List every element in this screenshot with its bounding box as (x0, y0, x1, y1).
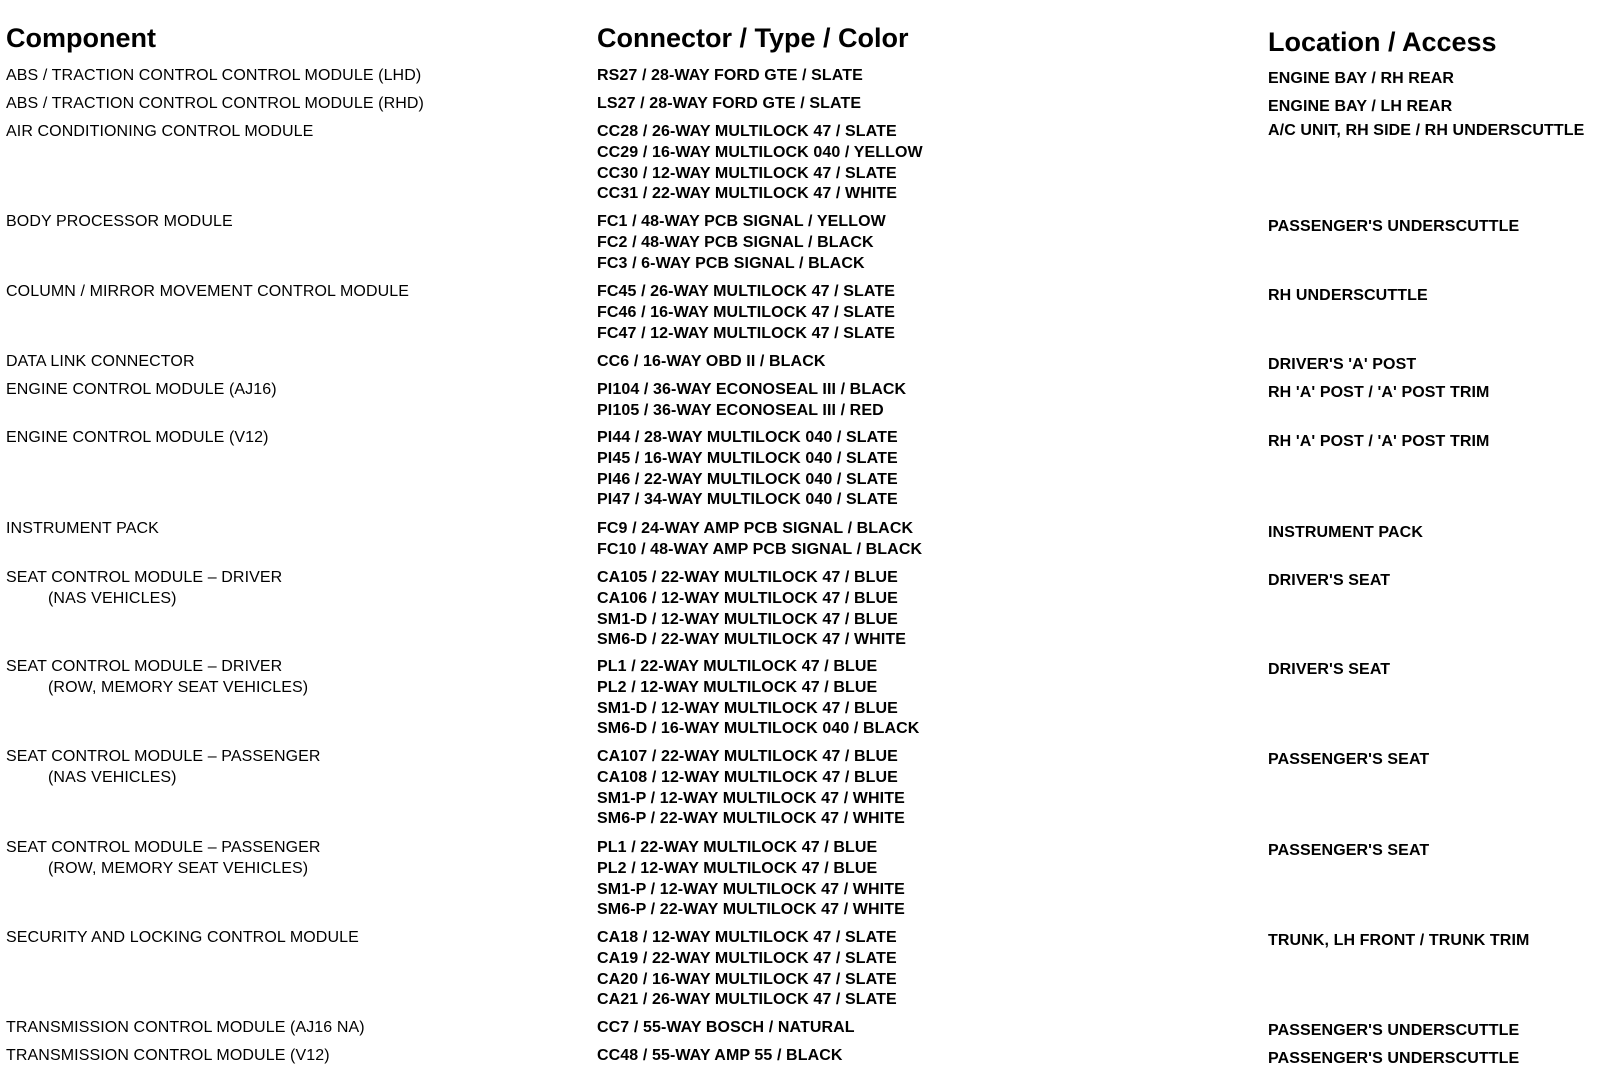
component-name: (ROW, MEMORY SEAT VEHICLES) (48, 678, 309, 696)
connector-spec: SM1-D / 12-WAY MULTILOCK 47 / BLUE (597, 699, 898, 717)
connector-cell (597, 282, 895, 344)
connector-cell (597, 94, 861, 115)
location-cell: ENGINE BAY / RH REAR (1268, 70, 1455, 87)
connector-spec: FC9 / 24-WAY AMP PCB SIGNAL / BLACK (597, 520, 914, 537)
connector-spec: CA107 / 22-WAY MULTILOCK 47 / BLUE (597, 748, 898, 765)
component-name: TRANSMISSION CONTROL MODULE (V12) (6, 1047, 330, 1064)
component-name: BODY PROCESSOR MODULE (6, 213, 233, 230)
component-cell (6, 66, 421, 87)
connector-spec: FC46 / 16-WAY MULTILOCK 47 / SLATE (597, 303, 895, 321)
connector-spec: CA21 / 26-WAY MULTILOCK 47 / SLATE (597, 991, 897, 1009)
connector-spec: PI44 / 28-WAY MULTILOCK 040 / SLATE (597, 429, 898, 446)
connector-cell (597, 928, 897, 1011)
component-name: DATA LINK CONNECTOR (6, 353, 195, 370)
connector-spec: LS27 / 28-WAY FORD GTE / SLATE (597, 95, 862, 112)
component-cell (6, 94, 424, 115)
component-name: ABS / TRACTION CONTROL CONTROL MODULE (RHD) (6, 95, 424, 112)
component-cell (6, 928, 359, 949)
component-cell (6, 428, 269, 449)
connector-spec: CA20 / 16-WAY MULTILOCK 47 / SLATE (597, 970, 897, 988)
component-name: ENGINE CONTROL MODULE (AJ16) (6, 381, 277, 398)
connector-cell (597, 657, 919, 740)
connector-spec: CC29 / 16-WAY MULTILOCK 040 / YELLOW (597, 143, 923, 161)
connector-spec: CA19 / 22-WAY MULTILOCK 47 / SLATE (597, 949, 897, 967)
connector-cell (597, 380, 906, 422)
component-name: SEAT CONTROL MODULE – PASSENGER (6, 748, 321, 765)
location-cell: PASSENGER'S UNDERSCUTTLE (1268, 1022, 1520, 1039)
connector-cell (597, 568, 906, 651)
connector-spec: FC3 / 6-WAY PCB SIGNAL / BLACK (597, 254, 865, 272)
connector-spec: FC2 / 48-WAY PCB SIGNAL / BLACK (597, 233, 874, 251)
component-name: ENGINE CONTROL MODULE (V12) (6, 429, 269, 446)
component-cell (6, 568, 282, 610)
location-cell: RH UNDERSCUTTLE (1268, 287, 1428, 304)
connector-spec: CC31 / 22-WAY MULTILOCK 47 / WHITE (597, 185, 898, 203)
connector-spec: SM6-P / 22-WAY MULTILOCK 47 / WHITE (597, 901, 905, 919)
connector-cell (597, 66, 863, 87)
component-name: SEAT CONTROL MODULE – DRIVER (6, 658, 283, 675)
connector-spec: RS27 / 28-WAY FORD GTE / SLATE (597, 67, 863, 84)
component-name: SECURITY AND LOCKING CONTROL MODULE (6, 929, 359, 946)
connector-cell (597, 428, 898, 511)
connector-spec: FC10 / 48-WAY AMP PCB SIGNAL / BLACK (597, 540, 923, 558)
component-cell (6, 519, 159, 540)
connector-spec: PI46 / 22-WAY MULTILOCK 040 / SLATE (597, 470, 898, 488)
header-location: Location / Access (1268, 27, 1497, 57)
connector-spec: PI45 / 16-WAY MULTILOCK 040 / SLATE (597, 449, 898, 467)
connector-spec: CA108 / 12-WAY MULTILOCK 47 / BLUE (597, 768, 898, 786)
connector-cell (597, 519, 922, 561)
connector-spec: PI104 / 36-WAY ECONOSEAL III / BLACK (597, 381, 907, 398)
connector-spec: PI105 / 36-WAY ECONOSEAL III / RED (597, 401, 884, 419)
connector-spec: CA106 / 12-WAY MULTILOCK 47 / BLUE (597, 589, 898, 607)
connector-cell (597, 747, 905, 830)
component-name: TRANSMISSION CONTROL MODULE (AJ16 NA) (6, 1019, 365, 1036)
connector-spec: SM6-D / 16-WAY MULTILOCK 040 / BLACK (597, 720, 920, 738)
component-cell (6, 212, 233, 233)
component-cell (6, 1046, 330, 1067)
connector-spec: SM1-P / 12-WAY MULTILOCK 47 / WHITE (597, 789, 905, 807)
component-name: (ROW, MEMORY SEAT VEHICLES) (48, 859, 309, 877)
connector-spec: CC7 / 55-WAY BOSCH / NATURAL (597, 1019, 855, 1036)
connector-spec: CC48 / 55-WAY AMP 55 / BLACK (597, 1047, 843, 1064)
connector-cell (597, 1018, 855, 1039)
header-connector: Connector / Type / Color (597, 23, 909, 53)
header-component: Component (6, 23, 156, 53)
location-cell: PASSENGER'S SEAT (1268, 842, 1430, 859)
location-cell: INSTRUMENT PACK (1268, 524, 1423, 541)
connector-spec: CA18 / 12-WAY MULTILOCK 47 / SLATE (597, 929, 897, 946)
location-cell: RH 'A' POST / 'A' POST TRIM (1268, 384, 1490, 401)
component-cell (6, 838, 321, 880)
connector-cell (597, 122, 923, 205)
component-name: AIR CONDITIONING CONTROL MODULE (6, 123, 314, 140)
component-name: (NAS VEHICLES) (48, 768, 177, 786)
component-name: ABS / TRACTION CONTROL CONTROL MODULE (LHD) (6, 67, 422, 84)
location-cell: DRIVER'S 'A' POST (1268, 356, 1417, 373)
connector-spec: CC28 / 26-WAY MULTILOCK 47 / SLATE (597, 123, 897, 140)
location-cell: RH 'A' POST / 'A' POST TRIM (1268, 433, 1490, 450)
connector-cell (597, 352, 826, 373)
location-cell: PASSENGER'S UNDERSCUTTLE (1268, 1050, 1520, 1067)
component-cell (6, 122, 313, 143)
component-name: SEAT CONTROL MODULE – PASSENGER (6, 839, 321, 856)
component-cell (6, 1018, 365, 1039)
connector-spec: PL2 / 12-WAY MULTILOCK 47 / BLUE (597, 678, 878, 696)
location-cell: A/C UNIT, RH SIDE / RH UNDERSCUTTLE (1268, 122, 1585, 139)
component-cell (6, 747, 321, 789)
component-name: INSTRUMENT PACK (6, 520, 159, 537)
location-cell: TRUNK, LH FRONT / TRUNK TRIM (1268, 932, 1530, 949)
connector-spec: FC45 / 26-WAY MULTILOCK 47 / SLATE (597, 283, 895, 300)
connector-spec: CA105 / 22-WAY MULTILOCK 47 / BLUE (597, 569, 898, 586)
component-name: COLUMN / MIRROR MOVEMENT CONTROL MODULE (6, 283, 410, 300)
connector-spec: SM6-P / 22-WAY MULTILOCK 47 / WHITE (597, 810, 905, 828)
component-cell (6, 352, 195, 373)
location-cell: DRIVER'S SEAT (1268, 661, 1391, 678)
connector-spec: CC6 / 16-WAY OBD II / BLACK (597, 353, 826, 370)
connector-spec: PL2 / 12-WAY MULTILOCK 47 / BLUE (597, 859, 878, 877)
connector-cell (597, 838, 905, 921)
connector-spec: SM1-D / 12-WAY MULTILOCK 47 / BLUE (597, 610, 898, 628)
connector-spec: PL1 / 22-WAY MULTILOCK 47 / BLUE (597, 658, 878, 675)
connector-spec: SM6-D / 22-WAY MULTILOCK 47 / WHITE (597, 631, 907, 649)
component-cell (6, 380, 277, 401)
connector-cell (597, 1046, 843, 1067)
connector-spec: PL1 / 22-WAY MULTILOCK 47 / BLUE (597, 839, 878, 856)
connector-spec: PI47 / 34-WAY MULTILOCK 040 / SLATE (597, 491, 898, 509)
location-cell: PASSENGER'S UNDERSCUTTLE (1268, 218, 1520, 235)
location-cell: ENGINE BAY / LH REAR (1268, 98, 1453, 115)
connector-spec: FC1 / 48-WAY PCB SIGNAL / YELLOW (597, 213, 886, 230)
location-cell: DRIVER'S SEAT (1268, 572, 1391, 589)
component-name: (NAS VEHICLES) (48, 589, 177, 607)
connector-spec: CC30 / 12-WAY MULTILOCK 47 / SLATE (597, 164, 897, 182)
connector-cell (597, 212, 886, 274)
component-cell (6, 657, 308, 699)
location-cell: PASSENGER'S SEAT (1268, 751, 1430, 768)
component-name: SEAT CONTROL MODULE – DRIVER (6, 569, 283, 586)
connector-spec: SM1-P / 12-WAY MULTILOCK 47 / WHITE (597, 880, 905, 898)
connector-spec: FC47 / 12-WAY MULTILOCK 47 / SLATE (597, 324, 895, 342)
component-cell (6, 282, 409, 303)
